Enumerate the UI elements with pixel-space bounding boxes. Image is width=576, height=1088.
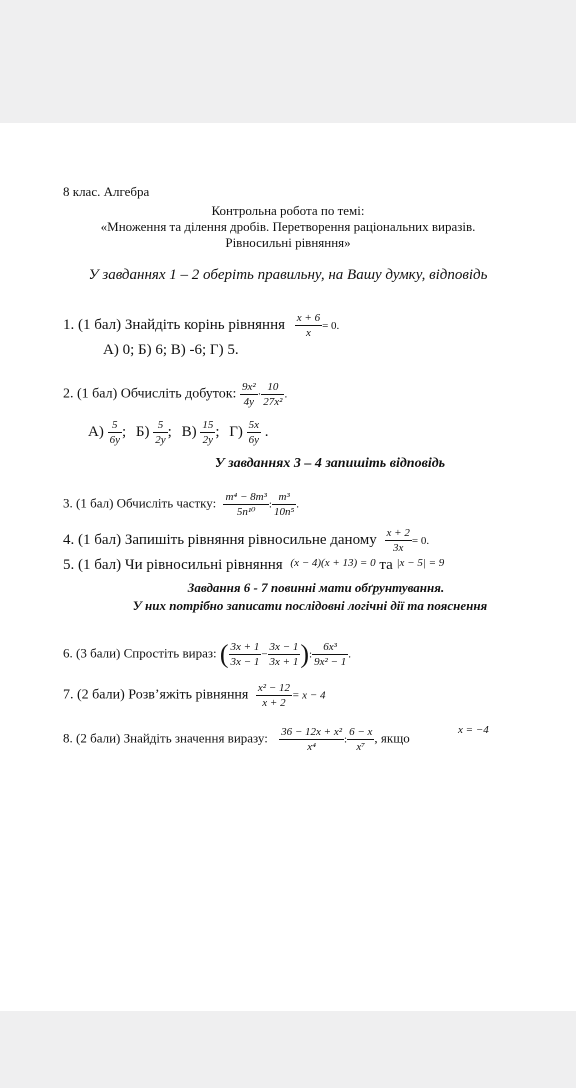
title-line-3: Рівносильні рівняння» bbox=[225, 235, 351, 250]
task-2-text: 2. (1 бал) Обчисліть добуток: bbox=[63, 386, 237, 402]
task-6-fraction-2: $\frac{3x - 1}{3x + 1}$ bbox=[269, 641, 299, 668]
task-2: 2. (1 бал) Обчисліть добуток: $\frac{\text{9x²}}{4y}$ · $\frac{10}{\text{27x²}}$ . bbox=[63, 381, 288, 408]
grade-label: 8 клас. Алгебра bbox=[63, 184, 150, 199]
task-4: 4. (1 бал) Запишіть рівняння рівносильне даному $\frac{x + 2}{3x}$ = 0. bbox=[63, 527, 430, 554]
option-c: В) $\frac{15}{2y}$ ; bbox=[181, 419, 220, 446]
task-1-answers: А) 0; Б) 6; В) -6; Г) 5. bbox=[103, 342, 239, 358]
task-1-text: 1. (1 бал) Знайдіть корінь рівняння bbox=[63, 316, 286, 333]
title-line-1: Контрольна робота по темі: bbox=[211, 203, 365, 218]
task-3-fraction-2: $\frac{\text{m³}}{\text{10n⁵}}$ bbox=[273, 491, 295, 518]
task-4-fraction: $\frac{x + 2}{3x}$ bbox=[386, 527, 410, 554]
task-3: 3. (1 бал) Обчисліть частку: $\frac{\text{m⁴ − 8m³}}{\text{5n¹⁰}}$ : $\frac{\text{m³}}{\text{10n⁵}}$ . bbox=[63, 491, 300, 518]
task-3-text: 3. (1 бал) Обчисліть частку: bbox=[63, 495, 217, 511]
section-3-line-1: Завдання 6 - 7 повинні мати обґрунтування. bbox=[187, 580, 445, 595]
task-7-fraction: $\frac{\text{x² − 12}}{x + 2}$ bbox=[257, 682, 290, 709]
task-6-text: 6. (3 бали) Спростіть вираз: bbox=[63, 645, 217, 661]
task-7 bbox=[63, 682, 325, 709]
task-8-fraction-2: $\frac{6 - x}{\text{x⁷}}$ bbox=[349, 726, 373, 753]
task-1-equation-rhs: = 0 bbox=[322, 319, 337, 332]
section-2-instruction: У завданнях 3 – 4 запишіть відповідь bbox=[214, 456, 446, 471]
task-1: 1. (1 бал) Знайдіть корінь рівняння $\frac{x + 6}{x}$ = 0. bbox=[63, 312, 340, 339]
task-2-fraction-1: $\frac{\text{9x²}}{4y}$ bbox=[241, 381, 256, 408]
task-5: 5. (1 бал) Чи рівносильні рівняння $^{(x - 4)(x + 13) = 0}$ та $^{|x - 5| = 9}$ bbox=[63, 557, 445, 573]
task-8: 8. (2 бали) Знайдіть значення виразу: $\frac{\text{36 − 12x + x²}}{\text{x⁴}}$ : $\frac{6 - x}{\text{x⁷}}$ , якщо bbox=[63, 726, 410, 753]
task-2-fraction-2: $\frac{10}{\text{27x²}}$ bbox=[263, 381, 283, 408]
task-5-text: 5. (1 бал) Чи рівносильні рівняння bbox=[63, 557, 283, 573]
task-6: 6. (3 бали) Спростіть вираз: ( $\frac{3x + 1}{3x - 1}$ − $\frac{3x - 1}{3x + 1}$ ): $\frac{\text{6x³}}{\text{9x² − 1}}$ . bbox=[63, 639, 351, 669]
bottom-gray-band bbox=[0, 1011, 576, 1088]
title-line-2: «Множення та ділення дробів. Перетворення раціональних виразів. bbox=[100, 219, 476, 234]
task-7-rhs: = x − 4 bbox=[291, 689, 326, 702]
top-gray-band bbox=[0, 0, 576, 123]
option-a: А) $\frac{5}{6y}$ ; bbox=[88, 419, 127, 446]
task-5-equation-1: (x − 4)(x + 13) = 0 bbox=[290, 557, 376, 569]
task-8-text: 8. (2 бали) Знайдіть значення виразу: bbox=[63, 730, 268, 746]
task-6-fraction-1: $\frac{3x + 1}{3x - 1}$ bbox=[230, 641, 260, 668]
section-3-line-2: У них потрібно записати послідовні логічні дії та пояснення bbox=[132, 598, 488, 613]
section-1-instruction: У завданнях 1 – 2 оберіть правильну, на Вашу думку, відповідь bbox=[88, 267, 488, 283]
task-3-fraction-1: $\frac{\text{m⁴ − 8m³}}{\text{5n¹⁰}}$ bbox=[225, 491, 267, 518]
task-7-text: 7. (2 бали) Розв’яжіть рівняння bbox=[63, 687, 249, 703]
task-8-tail: , якщо bbox=[374, 730, 410, 746]
task-8-condition: x = −4 bbox=[458, 724, 489, 736]
task-6-fraction-3: $\frac{\text{6x³}}{\text{9x² − 1}}$ bbox=[314, 641, 347, 668]
task-2-options bbox=[88, 419, 269, 446]
task-8-fraction-1: $\frac{\text{36 − 12x + x²}}{\text{x⁴}}$ bbox=[281, 726, 343, 753]
option-d: Г) $\frac{5x}{6y}$ . bbox=[229, 419, 269, 446]
task-1-equation-fraction: $\frac{x + 6}{x}$ bbox=[296, 312, 321, 339]
task-5-equation-2: |x − 5| = 9 bbox=[396, 557, 445, 569]
task-4-text: 4. (1 бал) Запишіть рівняння рівносильне даному bbox=[63, 531, 377, 548]
option-b: Б) $\frac{5}{2y}$ ; bbox=[135, 419, 172, 446]
